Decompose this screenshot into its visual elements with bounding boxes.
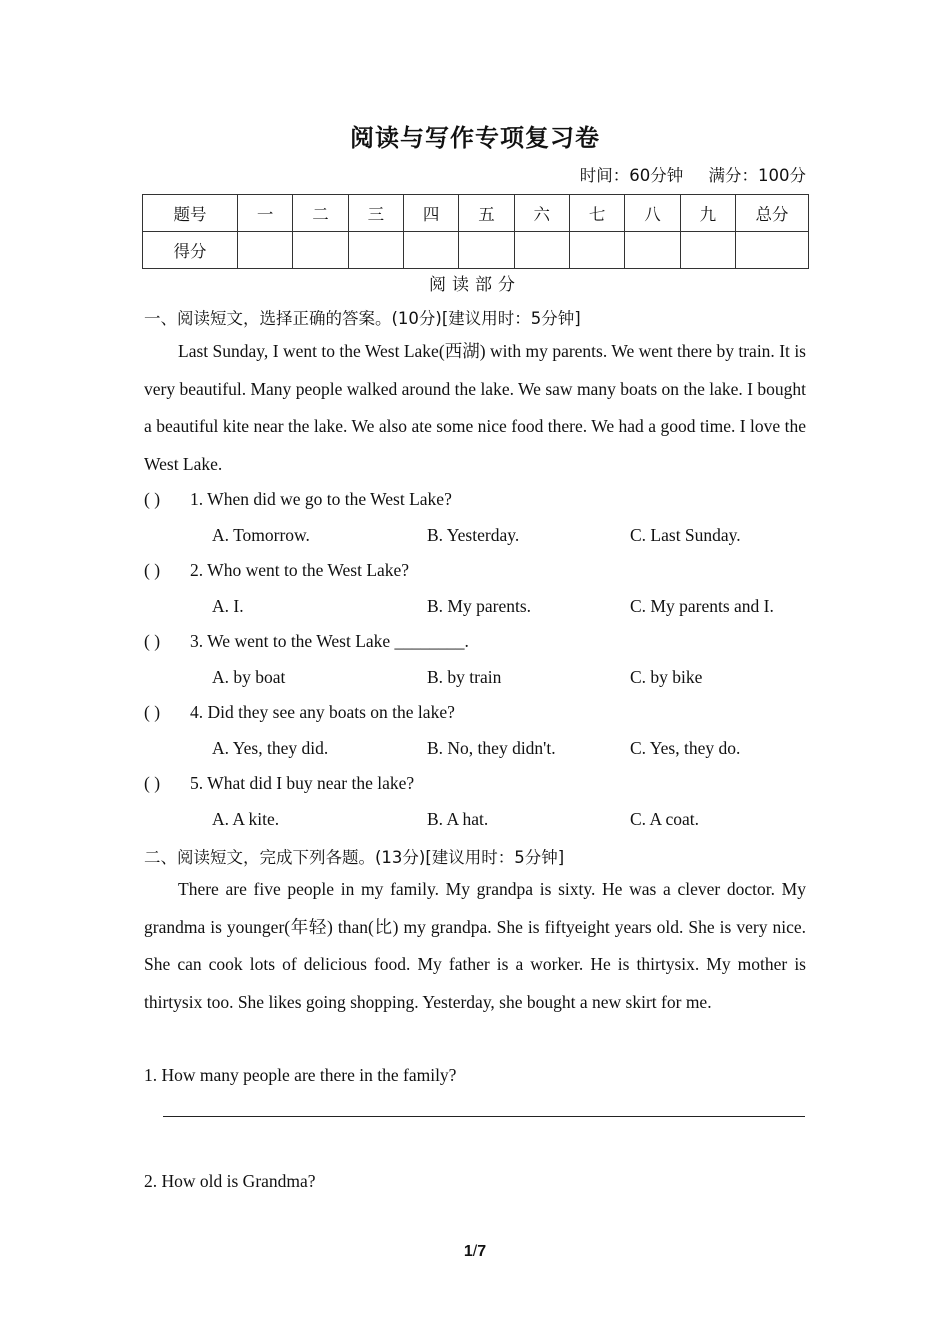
option-b: B. No, they didn't. — [427, 738, 556, 758]
option-c: C. by bike — [630, 667, 703, 687]
answer-line[interactable] — [163, 1116, 805, 1117]
score-blank — [403, 232, 458, 269]
answer-paren[interactable]: ( ) — [144, 489, 161, 509]
score-cell: 一 — [238, 195, 293, 232]
option-b: B. by train — [427, 667, 502, 687]
score-table-header-row — [143, 195, 809, 232]
score-cell: 二 — [293, 195, 348, 232]
score-blank — [569, 232, 624, 269]
section2-passage — [144, 871, 806, 1021]
page-separator: / — [472, 1243, 478, 1260]
option-b: B. A hat. — [427, 809, 489, 829]
page-title: 阅读与写作专项复习卷 — [350, 124, 600, 152]
score-cell: 四 — [403, 195, 458, 232]
answer-paren[interactable]: ( ) — [144, 702, 161, 722]
option-a: A. A kite. — [212, 809, 280, 829]
full-score: 满分：100分 — [708, 166, 806, 185]
score-table-score-row — [143, 232, 809, 269]
score-cell: 总分 — [736, 195, 809, 232]
answer-paren[interactable]: ( ) — [144, 773, 161, 793]
time-limit: 时间：60分钟 — [579, 166, 684, 185]
option-c: C. My parents and I. — [630, 596, 774, 616]
section2-question-1: 1. How many people are there in the family? — [144, 1065, 457, 1085]
option-b: B. My parents. — [427, 596, 532, 616]
score-row-label: 得分 — [143, 232, 238, 269]
option-a: A. by boat — [212, 667, 286, 687]
score-cell: 六 — [514, 195, 569, 232]
option-a: A. I. — [212, 596, 244, 616]
score-blank — [238, 232, 293, 269]
option-a: A. Yes, they did. — [212, 738, 329, 758]
score-blank — [625, 232, 680, 269]
question-text: 5. What did I buy near the lake? — [190, 773, 415, 793]
total-pages: 7 — [477, 1243, 487, 1260]
score-cell: 五 — [459, 195, 514, 232]
exam-meta — [560, 162, 806, 186]
question-1 — [144, 489, 452, 510]
score-blank — [293, 232, 348, 269]
question-4 — [144, 702, 455, 723]
score-cell: 九 — [680, 195, 735, 232]
option-c: C. A coat. — [630, 809, 700, 829]
score-cell: 八 — [625, 195, 680, 232]
page-number — [0, 1243, 950, 1261]
score-blank — [680, 232, 735, 269]
section1-instruction: 一、阅读短文，选择正确的答案。(10分)[建议用时：5分钟] — [144, 309, 581, 328]
section1-passage-text: Last Sunday, I went to the West Lake(西湖) with my parents. We went there by train. It is very beautiful. Many people walked around the lake. We saw many boats on the lake. I bought a beautiful kite near the lake. We also ate some nice food there. We had a good time. I love the West Lake. — [144, 341, 806, 474]
question-text: 4. Did they see any boats on the lake? — [190, 702, 455, 722]
section2-instruction: 二、阅读短文，完成下列各题。(13分)[建议用时：5分钟] — [144, 848, 565, 867]
question-text: 1. When did we go to the West Lake? — [190, 489, 452, 509]
score-table — [142, 194, 809, 269]
option-c: C. Yes, they do. — [630, 738, 741, 758]
section2-passage-text: There are five people in my family. My grandpa is sixty. He was a clever doctor. My grandma is younger(年轻) than(比) my grandpa. She is fiftyeight years old. She is very nice. She can cook lots of delicious food. My father is a worker. He is thirtysix. My mother is thirtysix too. She likes going shopping. Yesterday, she bought a new skirt for me. — [144, 879, 806, 1012]
question-text: 3. We went to the West Lake ________. — [190, 631, 469, 651]
answer-paren[interactable]: ( ) — [144, 631, 161, 651]
question-text: 2. Who went to the West Lake? — [190, 560, 410, 580]
score-cell: 三 — [348, 195, 403, 232]
question-5 — [144, 773, 414, 794]
part-heading: 阅读部分 — [429, 275, 521, 295]
option-c: C. Last Sunday. — [630, 525, 741, 545]
answer-paren[interactable]: ( ) — [144, 560, 161, 580]
score-blank — [459, 232, 514, 269]
option-a: A. Tomorrow. — [212, 525, 310, 545]
score-cell: 七 — [569, 195, 624, 232]
question-3 — [144, 631, 469, 652]
question-2 — [144, 560, 409, 581]
option-b: B. Yesterday. — [427, 525, 520, 545]
current-page: 1 — [463, 1243, 473, 1260]
score-cell: 题号 — [143, 195, 238, 232]
score-blank — [514, 232, 569, 269]
section2-question-2: 2. How old is Grandma? — [144, 1171, 316, 1191]
score-blank — [348, 232, 403, 269]
score-blank — [736, 232, 809, 269]
section1-passage — [144, 333, 806, 483]
